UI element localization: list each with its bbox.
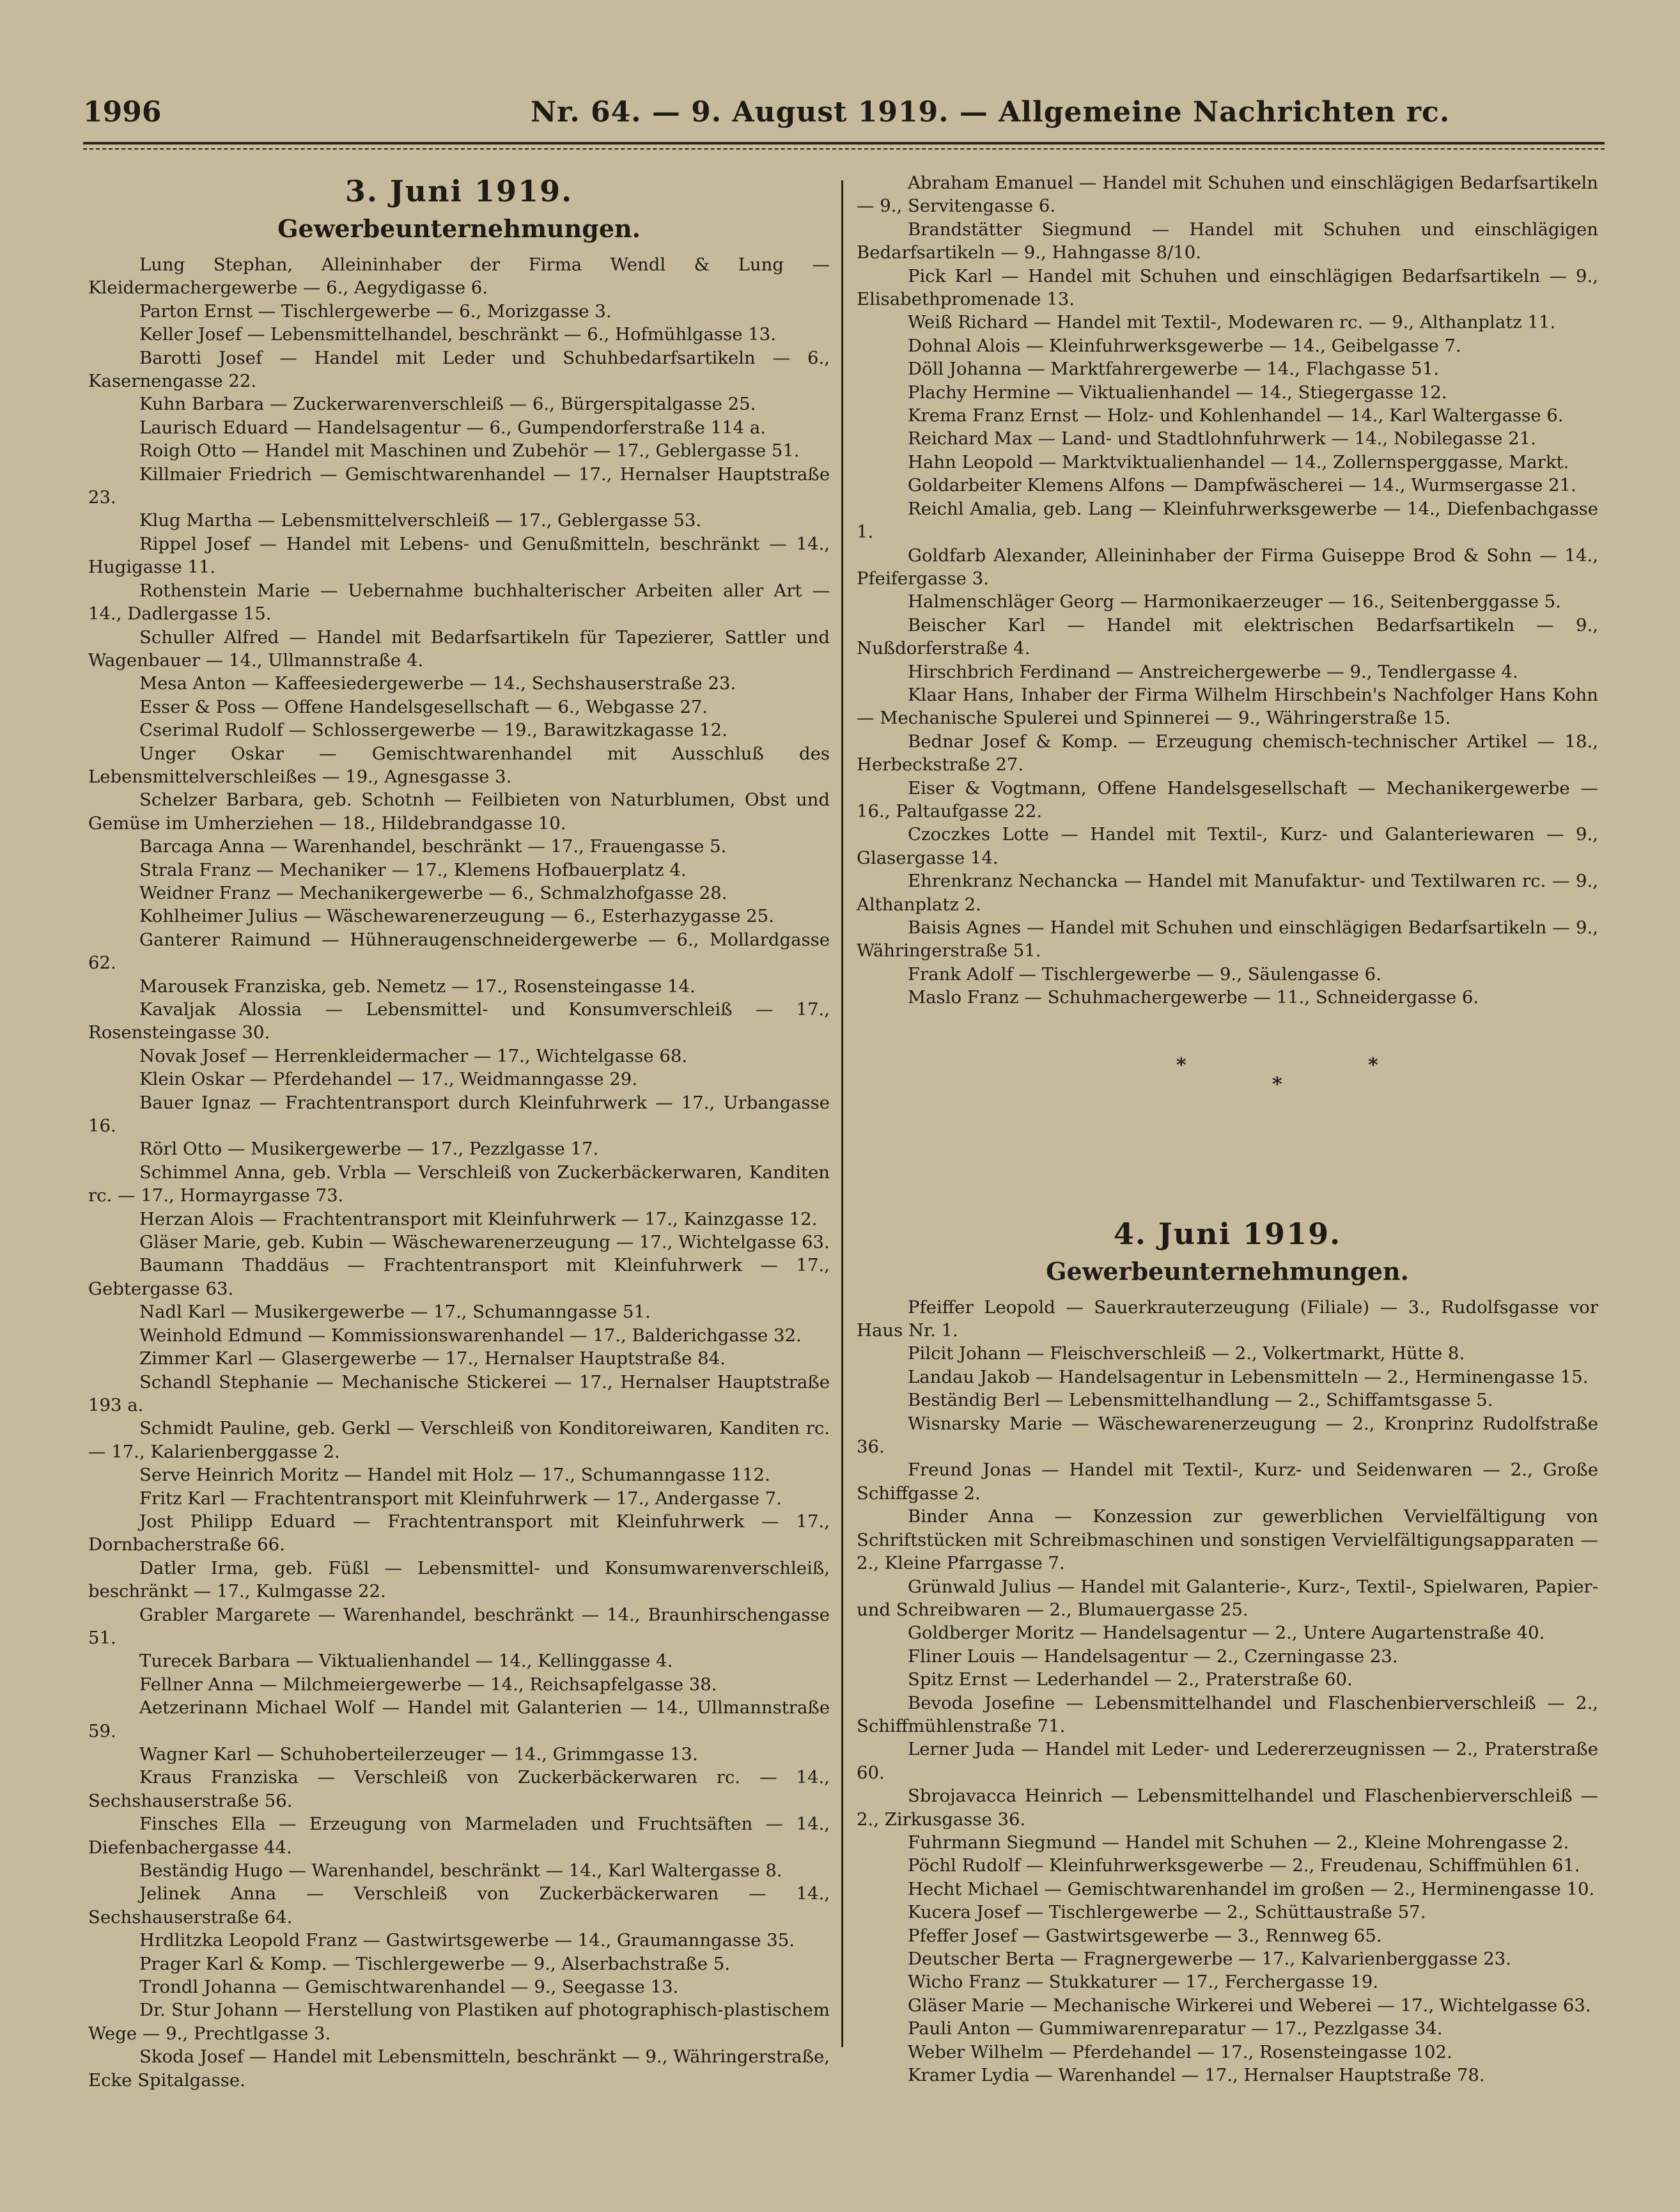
register-entry: Finsches Ella — Erzeugung von Marmeladen und Fruchtsäften — 14., Diefenbachergasse 44. xyxy=(88,1814,830,1858)
register-entry: Goldberger Moritz — Handelsagentur — 2., Untere Augartenstraße 40. xyxy=(908,1623,1545,1644)
section-subtitle: Gewerbeunternehmungen. xyxy=(1046,1256,1409,1286)
register-entry: Baumann Thaddäus — Frachtentransport mit Kleinfuhrwerk — 17., Gebtergasse 63. xyxy=(88,1255,830,1299)
register-entry: Bauer Ignaz — Frachtentransport durch Kleinfuhrwerk — 17., Urbangasse 16. xyxy=(88,1092,830,1137)
separator-star: * xyxy=(1272,1073,1282,1096)
register-entry: Zimmer Karl — Glasergewerbe — 17., Hernalser Hauptstraße 84. xyxy=(139,1348,726,1369)
entries-list xyxy=(857,1296,1598,2087)
separator-star: * xyxy=(1368,1054,1378,1077)
register-entry: Döll Johanna — Marktfahrergewerbe — 14., Flachgasse 51. xyxy=(908,359,1439,380)
register-entry: Krema Franz Ernst — Holz- und Kohlenhandel — 14., Karl Waltergasse 6. xyxy=(908,405,1564,426)
register-entry: Barcaga Anna — Warenhandel, beschränkt — 17., Frauengasse 5. xyxy=(139,836,727,857)
register-entry: Reichard Max — Land- und Stadtlohnfuhrwerk — 14., Nobilegasse 21. xyxy=(908,428,1536,449)
register-entry: Gläser Marie, geb. Kubin — Wäschewarenerzeugung — 17., Wichtelgasse 63. xyxy=(139,1232,830,1253)
register-entry: Kramer Lydia — Warenhandel — 17., Hernalser Hauptstraße 78. xyxy=(908,2065,1485,2086)
register-entry: Frank Adolf — Tischlergewerbe — 9., Säulengasse 6. xyxy=(908,963,1381,985)
register-entry: Freund Jonas — Handel mit Textil-, Kurz- und Seidenwaren — 2., Große Schiffgasse 2. xyxy=(857,1460,1598,1504)
spacer xyxy=(857,1125,1598,1214)
register-entry: Marousek Franziska, geb. Nemetz — 17., Rosensteingasse 14. xyxy=(139,976,696,997)
register-entry: Klein Oskar — Pferdehandel — 17., Weidmanngasse 29. xyxy=(139,1069,637,1090)
register-entry: Hahn Leopold — Marktviktualienhandel — 14., Zollernsperggasse, Markt. xyxy=(908,451,1569,472)
register-entry: Skoda Josef — Handel mit Lebensmitteln, beschränkt — 9., Währingerstraße, Ecke Spitalgasse. xyxy=(88,2046,830,2091)
register-entry: Novak Josef — Herrenkleidermacher — 17., Wichtelgasse 68. xyxy=(139,1045,688,1066)
register-entry: Klaar Hans, Inhaber der Firma Wilhelm Hirschbein's Nachfolger Hans Kohn — Mechanische Spulerei und Spinnerei — 9., Währingerstraße 15. xyxy=(857,684,1598,729)
register-entry: Wicho Franz — Stukkaturer — 17., Ferchergasse 19. xyxy=(908,1972,1379,1993)
register-entry: Fellner Anna — Milchmeiergewerbe — 14., Reichsapfelgasse 38. xyxy=(139,1674,717,1695)
register-entry: Hecht Michael — Gemischtwarenhandel im großen — 2., Herminengasse 10. xyxy=(908,1878,1595,1899)
register-entry: Spitz Ernst — Lederhandel — 2., Praterstraße 60. xyxy=(908,1669,1353,1690)
register-entry: Beischer Karl — Handel mit elektrischen Bedarfsartikeln — 9., Nußdorferstraße 4. xyxy=(857,614,1598,659)
register-entry: Binder Anna — Konzession zur gewerblichen Vervielfältigung von Schriftstücken mit Schreibmaschinen und sonstigen Vervielfältigungsapparaten — 2., Kleine Pfarrgasse 7. xyxy=(857,1506,1598,1574)
section-date: 4. Juni 1919. xyxy=(1113,1216,1342,1251)
register-entry: Cserimal Rudolf — Schlossergewerbe — 19., Barawitzkagasse 12. xyxy=(139,720,727,741)
register-entry: Deutscher Berta — Fragnergewerbe — 17., Kalvarienberggasse 23. xyxy=(908,1949,1511,1969)
register-entry: Plachy Hermine — Viktualienhandel — 14., Stiegergasse 12. xyxy=(908,382,1447,403)
register-entry: Weber Wilhelm — Pferdehandel — 17., Rosensteingasse 102. xyxy=(908,2041,1452,2062)
register-entry: Weinhold Edmund — Kommissionswarenhandel — 17., Balderichgasse 32. xyxy=(139,1325,802,1346)
register-entry: Pilcit Johann — Fleischverschleiß — 2., Volkertmarkt, Hütte 8. xyxy=(908,1343,1465,1364)
column-divider xyxy=(841,180,843,2047)
register-entry: Hirschbrich Ferdinand — Anstreichergewerbe — 9., Tendlergasse 4. xyxy=(908,661,1518,682)
register-entry: Kavaljak Alossia — Lebensmittel- und Konsumverschleiß — 17., Rosensteingasse 30. xyxy=(88,999,830,1043)
register-entry: Kraus Franziska — Verschleiß von Zuckerbäckerwaren rc. — 14., Sechshauserstraße 56. xyxy=(88,1767,830,1811)
register-entry: Rörl Otto — Musikergewerbe — 17., Pezzlgasse 17. xyxy=(139,1139,599,1160)
register-entry: Rippel Josef — Handel mit Lebens- und Genußmitteln, beschränkt — 14., Hugigasse 11. xyxy=(88,533,830,578)
register-entry: Klug Martha — Lebensmittelverschleiß — 17., Geblergasse 53. xyxy=(139,510,702,531)
section-separator xyxy=(857,1048,1598,1125)
register-entry: Bednar Josef & Komp. — Erzeugung chemisch-technischer Artikel — 18., Herbeckstraße 27. xyxy=(857,731,1598,775)
register-entry: Datler Irma, geb. Füßl — Lebensmittel- und Konsumwarenverschleiß, beschränkt — 17., Kulmgasse 22. xyxy=(88,1557,830,1602)
left-column xyxy=(88,171,830,2092)
register-entry: Pöchl Rudolf — Kleinfuhrwerksgewerbe — 2., Freudenau, Schiffmühlen 61. xyxy=(908,1855,1580,1876)
register-entry: Dr. Stur Johann — Herstellung von Plastiken auf photographisch-plastischem Wege — 9., Prechtlgasse 3. xyxy=(88,2000,830,2044)
register-entry: Beständig Berl — Lebensmittelhandlung — 2., Schiffamtsgasse 5. xyxy=(908,1390,1493,1411)
register-entry: Roigh Otto — Handel mit Maschinen und Zubehör — 17., Geblergasse 51. xyxy=(139,440,800,462)
register-entry: Ehrenkranz Nechancka — Handel mit Manufaktur- und Textilwaren rc. — 9., Althanplatz 2. xyxy=(857,871,1598,915)
register-entry: Czoczkes Lotte — Handel mit Textil-, Kurz- und Galanteriewaren — 9., Glasergasse 14. xyxy=(857,824,1598,868)
register-entry: Goldfarb Alexander, Alleininhaber der Firma Guiseppe Brod & Sohn — 14., Pfeifergasse 3. xyxy=(857,545,1598,589)
register-entry: Maslo Franz — Schuhmachergewerbe — 11., Schneidergasse 6. xyxy=(908,987,1479,1008)
register-entry: Sbrojavacca Heinrich — Lebensmittelhandel und Flaschenbierverschleiß — 2., Zirkusgasse 36. xyxy=(857,1786,1598,1830)
register-entry: Fliner Louis — Handelsagentur — 2., Czerningasse 23. xyxy=(908,1646,1398,1667)
register-entry: Schimmel Anna, geb. Vrbla — Verschleiß von Zuckerbäckerwaren, Kanditen rc. — 17., Hormayrgasse 73. xyxy=(88,1162,830,1206)
page-number: 1996 xyxy=(83,96,162,129)
register-entry: Serve Heinrich Moritz — Handel mit Holz — 17., Schumanngasse 112. xyxy=(139,1465,770,1486)
section-date: 3. Juni 1919. xyxy=(345,174,573,208)
register-entry: Killmaier Friedrich — Gemischtwarenhandel — 17., Hernalser Hauptstraße 23. xyxy=(88,463,830,508)
register-entry: Weidner Franz — Mechanikergewerbe — 6., Schmalzhofgasse 28. xyxy=(139,882,727,903)
register-entry: Aetzerinann Michael Wolf — Handel mit Galanterien — 14., Ullmannstraße 59. xyxy=(88,1697,830,1741)
register-entry: Baisis Agnes — Handel mit Schuhen und einschlägigen Bedarfsartikeln — 9., Währingerstraße 51. xyxy=(857,917,1598,962)
register-entry: Dohnal Alois — Kleinfuhrwerksgewerbe — 14., Geibelgasse 7. xyxy=(908,335,1461,356)
register-entry: Hrdlitzka Leopold Franz — Gastwirtsgewerbe — 14., Graumanngasse 35. xyxy=(139,1930,795,1951)
register-entry: Herzan Alois — Frachtentransport mit Kleinfuhrwerk — 17., Kainzgasse 12. xyxy=(139,1208,818,1229)
register-entry: Schelzer Barbara, geb. Schotnh — Feilbieten von Naturblumen, Obst und Gemüse im Umherziehen — 18., Hildebrandgasse 10. xyxy=(88,790,830,834)
entries-list xyxy=(857,171,1598,1009)
register-entry: Laurisch Eduard — Handelsagentur — 6., Gumpendorferstraße 114 a. xyxy=(139,417,766,438)
right-column xyxy=(857,171,1598,2087)
register-entry: Abraham Emanuel — Handel mit Schuhen und einschlägigen Bedarfsartikeln — 9., Servitengasse 6. xyxy=(857,173,1598,217)
register-entry: Kuhn Barbara — Zuckerwarenverschleiß — 6., Bürgerspitalgasse 25. xyxy=(139,394,756,415)
register-entry: Halmenschläger Georg — Harmonikaerzeuger — 16., Seitenberggasse 5. xyxy=(908,591,1561,612)
header-rule xyxy=(83,142,1605,150)
register-entry: Lerner Juda — Handel mit Leder- und Ledererzeugnissen — 2., Praterstraße 60. xyxy=(857,1739,1598,1783)
register-entry: Fritz Karl — Frachtentransport mit Kleinfuhrwerk — 17., Andergasse 7. xyxy=(139,1488,782,1509)
register-entry: Lung Stephan, Alleininhaber der Firma Wendl & Lung — Kleidermachergewerbe — 6., Aegydigasse 6. xyxy=(88,254,830,299)
register-entry: Wisnarsky Marie — Wäschewarenerzeugung — 2., Kronprinz Rudolfstraße 36. xyxy=(857,1413,1598,1458)
register-entry: Jost Philipp Eduard — Frachtentransport mit Kleinfuhrwerk — 17., Dornbacherstraße 66. xyxy=(88,1511,830,1555)
register-entry: Gläser Marie — Mechanische Wirkerei und Weberei — 17., Wichtelgasse 63. xyxy=(908,1995,1591,2016)
register-entry: Unger Oskar — Gemischtwarenhandel mit Ausschluß des Lebensmittelverschleißes — 19., Agnesgasse 3. xyxy=(88,743,830,787)
register-entry: Turecek Barbara — Viktualienhandel — 14., Kellinggasse 4. xyxy=(139,1651,673,1672)
register-entry: Esser & Poss — Offene Handelsgesellschaft — 6., Webgasse 27. xyxy=(139,696,708,717)
register-entry: Schuller Alfred — Handel mit Bedarfsartikeln für Tapezierer, Sattler und Wagenbauer — 14., Ullmannstraße 4. xyxy=(88,627,830,671)
register-entry: Landau Jakob — Handelsagentur in Lebensmitteln — 2., Herminengasse 15. xyxy=(908,1366,1589,1387)
register-entry: Weiß Richard — Handel mit Textil-, Modewaren rc. — 9., Althanplatz 11. xyxy=(908,312,1556,333)
register-entry: Schmidt Pauline, geb. Gerkl — Verschleiß von Konditoreiwaren, Kanditen rc. — 17., Kalarienberggasse 2. xyxy=(88,1418,830,1462)
register-entry: Pfeffer Josef — Gastwirtsgewerbe — 3., Rennweg 65. xyxy=(908,1925,1382,1946)
register-entry: Grünwald Julius — Handel mit Galanterie-, Kurz-, Textil-, Spielwaren, Papier- und Schreibwaren — 2., Blumauergasse 25. xyxy=(857,1576,1598,1620)
register-entry: Schandl Stephanie — Mechanische Stickerei — 17., Hernalser Hauptstraße 193 a. xyxy=(88,1371,830,1415)
register-entry: Kucera Josef — Tischlergewerbe — 2., Schüttaustraße 57. xyxy=(908,1902,1426,1923)
running-head: Nr. 64. — 9. August 1919. — Allgemeine Nachrichten rc. xyxy=(531,96,1451,129)
register-entry: Goldarbeiter Klemens Alfons — Dampfwäscherei — 14., Wurmsergasse 21. xyxy=(908,475,1576,496)
register-entry: Trondl Johanna — Gemischtwarenhandel — 9., Seegasse 13. xyxy=(139,1977,679,1998)
register-entry: Eiser & Vogtmann, Offene Handelsgesellschaft — Mechanikergewerbe — 16., Paltaufgasse 22. xyxy=(857,777,1598,822)
register-entry: Kohlheimer Julius — Wäschewarenerzeugung — 6., Esterhazygasse 25. xyxy=(139,906,774,927)
section-subtitle: Gewerbeunternehmungen. xyxy=(277,214,641,243)
register-entry: Nadl Karl — Musikergewerbe — 17., Schumanngasse 51. xyxy=(139,1302,651,1323)
register-entry: Bevoda Josefine — Lebensmittelhandel und Flaschenbierverschleiß — 2., Schiffmühlenstraße 71. xyxy=(857,1692,1598,1736)
register-entry: Reichl Amalia, geb. Lang — Kleinfuhrwerksgewerbe — 14., Diefenbachgasse 1. xyxy=(857,498,1598,543)
register-entry: Pick Karl — Handel mit Schuhen und einschlägigen Bedarfsartikeln — 9., Elisabethpromenade 13. xyxy=(857,265,1598,310)
register-entry: Ganterer Raimund — Hühneraugenschneidergewerbe — 6., Mollardgasse 62. xyxy=(88,929,830,974)
register-entry: Pfeiffer Leopold — Sauerkrauterzeugung (Filiale) — 3., Rudolfsgasse vor Haus Nr. 1. xyxy=(857,1297,1598,1341)
register-entry: Wagner Karl — Schuhoberteilerzeuger — 14., Grimmgasse 13. xyxy=(139,1744,698,1764)
register-entry: Strala Franz — Mechaniker — 17., Klemens Hofbauerplatz 4. xyxy=(139,859,687,880)
register-entry: Parton Ernst — Tischlergewerbe — 6., Morizgasse 3. xyxy=(139,300,612,322)
register-entry: Keller Josef — Lebensmittelhandel, beschränkt — 6., Hofmühlgasse 13. xyxy=(139,324,776,345)
separator-star: * xyxy=(1176,1054,1186,1077)
register-entry: Grabler Margarete — Warenhandel, beschränkt — 14., Braunhirschengasse 51. xyxy=(88,1604,830,1648)
page-header xyxy=(83,96,1605,147)
register-entry: Pauli Anton — Gummiwarenreparatur — 17., Pezzlgasse 34. xyxy=(908,2018,1443,2039)
register-entry: Fuhrmann Siegmund — Handel mit Schuhen — 2., Kleine Mohrengasse 2. xyxy=(908,1832,1569,1853)
register-entry: Rothenstein Marie — Uebernahme buchhalterischer Arbeiten aller Art — 14., Dadlergasse 15. xyxy=(88,580,830,625)
register-entry: Prager Karl & Komp. — Tischlergewerbe — 9., Alserbachstraße 5. xyxy=(139,1953,731,1974)
register-entry: Mesa Anton — Kaffeesiedergewerbe — 14., Sechshauserstraße 23. xyxy=(139,673,736,694)
register-entry: Jelinek Anna — Verschleiß von Zuckerbäckerwaren — 14., Sechshauserstraße 64. xyxy=(88,1883,830,1928)
register-entry: Brandstätter Siegmund — Handel mit Schuhen und einschlägigen Bedarfsartikeln — 9., Hahngasse 8/10. xyxy=(857,219,1598,263)
register-entry: Barotti Josef — Handel mit Leder und Schuhbedarfsartikeln — 6., Kasernengasse 22. xyxy=(88,347,830,392)
entries-list xyxy=(88,253,830,2092)
register-entry: Beständig Hugo — Warenhandel, beschränkt — 14., Karl Waltergasse 8. xyxy=(139,1860,782,1881)
